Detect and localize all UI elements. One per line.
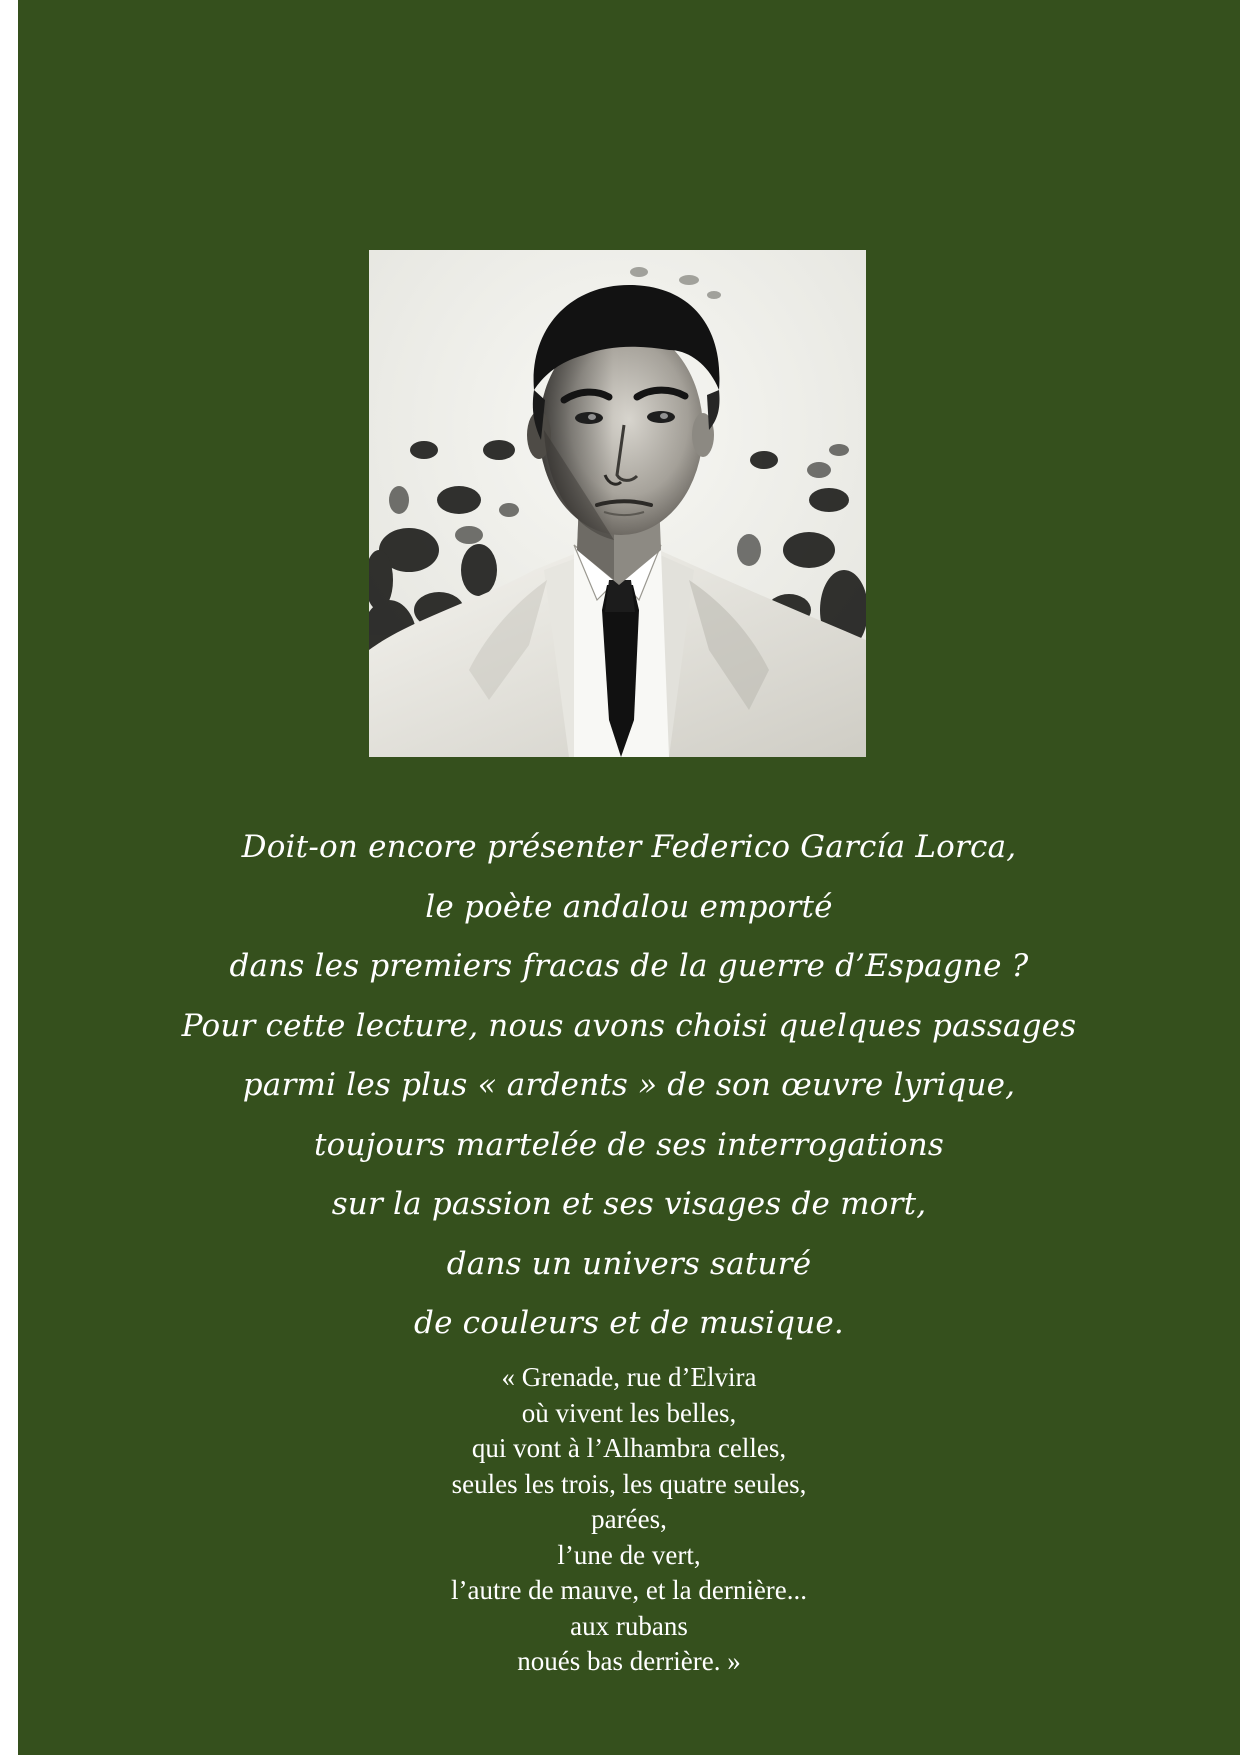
intro-line: Doit-on encore présenter Federico García Lorca, [241,829,1017,865]
intro-line: sur la passion et ses visages de mort, [331,1186,927,1222]
poem-line: parées, [591,1504,667,1534]
poem-line: l’autre de mauve, et la dernière... [450,1575,808,1605]
page-background [18,0,1240,1755]
poem-line: seules les trois, les quatre seules, [451,1468,807,1499]
poem-quote [18,1360,1240,1680]
intro-line: le poète andalou emporté [425,888,833,925]
intro-line: de couleurs et de musique. [414,1305,844,1341]
intro-line: toujours martelée de ses interrogations [314,1126,944,1163]
poem-line: « Grenade, rue d’Elvira [501,1362,757,1392]
poem-line: qui vont à l’Alhambra celles, [471,1433,787,1463]
poem-line: noués bas derrière. » [517,1646,741,1676]
intro-line: Pour cette lecture, nous avons choisi quelques passages [181,1007,1077,1044]
intro-line: parmi les plus « ardents » de son œuvre lyrique, [242,1067,1016,1103]
poem-line: où vivent les belles, [521,1397,737,1428]
poem-line: l’une de vert, [557,1539,701,1570]
intro-line: dans un univers saturé [446,1245,812,1282]
intro-text [18,818,1240,1354]
intro-line: dans les premiers fracas de la guerre d’Espagne ? [229,948,1029,984]
portrait-photo [369,250,866,757]
poem-line: aux rubans [570,1610,688,1641]
